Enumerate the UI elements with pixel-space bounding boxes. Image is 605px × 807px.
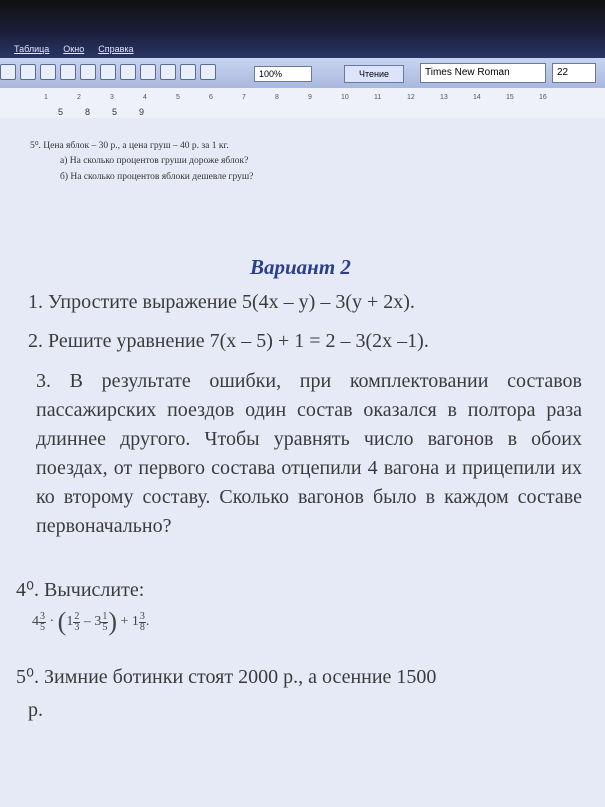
ruler-tab-marks bbox=[58, 107, 144, 117]
question-5-cont: р. bbox=[28, 699, 43, 721]
drawing-icon[interactable] bbox=[160, 64, 176, 80]
toolbar bbox=[0, 58, 605, 89]
ruler-number: 5 bbox=[176, 94, 180, 101]
question-5: 5⁰. Зимние ботинки стоят 2000 р., а осенние 1500 bbox=[16, 666, 437, 688]
fraction-d-num: 3 bbox=[139, 610, 145, 622]
question-3 bbox=[36, 367, 582, 541]
left-paren: ( bbox=[57, 607, 67, 636]
expression bbox=[32, 607, 149, 637]
menu-item-table[interactable]: Таблица bbox=[14, 44, 50, 54]
ruler[interactable] bbox=[0, 88, 605, 119]
font-name-dropdown[interactable]: Times New Roman bbox=[420, 63, 546, 83]
ruler-number: 7 bbox=[242, 94, 246, 101]
tab-mark: 9 bbox=[139, 107, 145, 117]
variant-title: Вариант 2 bbox=[250, 255, 351, 279]
fraction-b bbox=[73, 612, 80, 633]
menu-item-window[interactable]: Окно bbox=[63, 44, 85, 54]
font-size-dropdown[interactable]: 22 bbox=[552, 63, 596, 83]
fraction-a bbox=[39, 612, 46, 633]
expression-end: . bbox=[145, 614, 150, 630]
ruler-number: 8 bbox=[275, 94, 279, 101]
document-map-icon[interactable] bbox=[180, 64, 196, 80]
ruler-number: 9 bbox=[308, 94, 312, 101]
ruler-number: 13 bbox=[440, 94, 448, 101]
tab-mark: 8 bbox=[85, 107, 91, 117]
fraction-c-num: 1 bbox=[102, 610, 108, 622]
plus-sign: + bbox=[120, 614, 129, 630]
right-paren: ) bbox=[108, 607, 118, 636]
prev-task-line-1: 5⁰. Цена яблок – 30 р., а цена груш – 40 р. за 1 кг. bbox=[30, 141, 229, 151]
show-hide-icon[interactable] bbox=[200, 64, 216, 80]
tab-mark: 5 bbox=[58, 107, 64, 117]
fraction-d bbox=[139, 612, 146, 633]
menu bbox=[14, 44, 134, 54]
ruler-number: 16 bbox=[539, 94, 547, 101]
ruler-number: 10 bbox=[341, 94, 349, 101]
ruler-number: 3 bbox=[110, 94, 114, 101]
excel-icon[interactable] bbox=[120, 64, 136, 80]
ruler-numbers bbox=[44, 94, 572, 101]
mixed-c-whole: 3 bbox=[94, 614, 102, 630]
redo-icon[interactable] bbox=[40, 64, 56, 80]
multiply-sign: · bbox=[49, 614, 55, 630]
ruler-number: 4 bbox=[143, 94, 147, 101]
toolbar-icons bbox=[0, 64, 216, 80]
fraction-c-den: 5 bbox=[102, 621, 108, 633]
tab-mark: 5 bbox=[112, 107, 118, 117]
read-button[interactable]: Чтение bbox=[344, 65, 404, 83]
ruler-number: 12 bbox=[407, 94, 415, 101]
undo-icon[interactable] bbox=[20, 64, 36, 80]
ruler-number: 1 bbox=[44, 94, 48, 101]
columns-icon[interactable] bbox=[140, 64, 156, 80]
fraction-d-den: 8 bbox=[139, 621, 145, 633]
mixed-a-whole: 4 bbox=[32, 614, 39, 630]
question-3-text: 3. В результате ошибки, при комплектовании составов пассажирских поездов один состав оказался в полтора раза длиннее другого. Чтобы уравнять число вагонов в обоих поездах, от первого состава отцепили 4 вагона и прицепили их ко второму составу. Сколько вагонов было в каждом составе первоначально? bbox=[36, 370, 582, 537]
insert-table-icon[interactable] bbox=[100, 64, 116, 80]
hyperlink-icon[interactable] bbox=[60, 64, 76, 80]
ruler-number: 2 bbox=[77, 94, 81, 101]
prev-task-line-3: б) На сколько процентов яблоки дешевле груш? bbox=[60, 172, 254, 182]
fraction-a-num: 3 bbox=[40, 610, 45, 622]
format-painter-icon[interactable] bbox=[0, 64, 16, 80]
mixed-b-whole: 1 bbox=[66, 614, 74, 630]
menu-bar bbox=[0, 0, 605, 58]
ruler-number: 11 bbox=[374, 94, 382, 101]
question-1: 1. Упростите выражение 5(4x – y) – 3(y + 2x). bbox=[28, 291, 415, 313]
fraction-a-den: 5 bbox=[40, 621, 45, 633]
menu-item-help[interactable]: Справка bbox=[98, 44, 134, 54]
ruler-number: 15 bbox=[506, 94, 514, 101]
ruler-number: 6 bbox=[209, 94, 213, 101]
prev-task-line-2: а) На сколько процентов груши дороже яблок? bbox=[60, 156, 249, 166]
fraction-b-num: 2 bbox=[74, 610, 80, 622]
ruler-number: 14 bbox=[473, 94, 481, 101]
minus-sign: – bbox=[83, 614, 91, 630]
fraction-b-den: 3 bbox=[74, 621, 80, 633]
question-2: 2. Решите уравнение 7(x – 5) + 1 = 2 – 3(2x –1). bbox=[28, 330, 429, 352]
zoom-dropdown[interactable]: 100% bbox=[254, 66, 312, 82]
question-4: 4⁰. Вычислите: bbox=[16, 579, 145, 601]
mixed-d-whole: 1 bbox=[131, 614, 139, 630]
tables-icon[interactable] bbox=[80, 64, 96, 80]
